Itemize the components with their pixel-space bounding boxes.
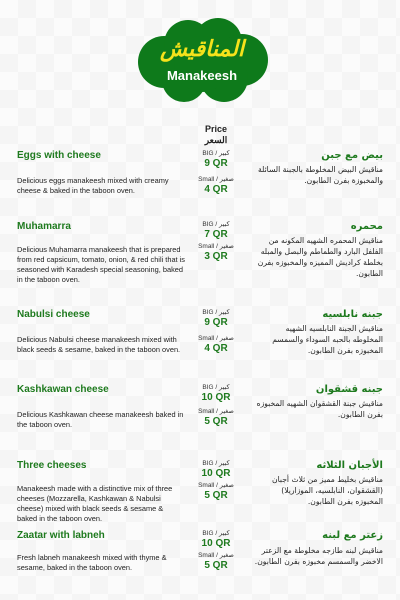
title-english: Manakeesh [166, 68, 238, 83]
price-box [193, 460, 239, 502]
small-size-label: Small / صغير [198, 552, 234, 559]
item-description-en: Delicious Muhamarra manakeesh that is prepared from red capsicum, tomato, onion, & red chili that is seasoned with Karadesh special seasoning, baked in the taboon oven. [17, 245, 186, 284]
item-description-ar: مناقيش البيض المخلوطة بالجبنة السائلة والمخبوزة بفرن الطابون. [257, 165, 383, 185]
small-size-label: Small / صغير [198, 482, 234, 489]
big-size-label: BIG / كبير [202, 309, 230, 316]
big-price: 10 QR [201, 468, 231, 479]
price-box [193, 150, 239, 196]
item-name-ar: محمره [350, 221, 383, 232]
item-description-ar: مناقيش لبنه طازجه مخلوطة مع الزعتر الاخضر والسمسم مخبوزه بفرن الطابون. [254, 546, 383, 566]
small-price: 5 QR [204, 560, 228, 571]
item-description-en: Delicious Nabulsi cheese manakeesh mixed with black seeds & sesame, baked in the taboon oven. [17, 335, 181, 354]
big-size-label: BIG / كبير [202, 460, 230, 467]
item-name-en: Nabulsi cheese [17, 309, 90, 320]
price-box [193, 530, 239, 572]
item-name-ar: جبنه نابلسيه [322, 309, 383, 320]
price-column-heading [186, 124, 246, 146]
small-price: 5 QR [204, 490, 228, 501]
small-price: 3 QR [204, 251, 228, 262]
big-size-label: BIG / كبير [202, 221, 230, 228]
big-price: 10 QR [201, 392, 231, 403]
title-cloud [134, 18, 270, 104]
small-size-label: Small / صغير [198, 408, 234, 415]
price-label-ar: السعر [204, 135, 228, 145]
item-name-en: Eggs with cheese [17, 150, 101, 161]
small-price: 4 QR [204, 184, 228, 195]
big-price: 10 QR [201, 538, 231, 549]
item-name-en: Three cheeses [17, 460, 87, 471]
big-size-label: BIG / كبير [202, 150, 230, 157]
big-price: 9 QR [204, 158, 228, 169]
price-box [193, 221, 239, 263]
big-price: 9 QR [204, 317, 228, 328]
small-price: 4 QR [204, 343, 228, 354]
price-box [193, 309, 239, 355]
big-price: 7 QR [204, 229, 228, 240]
item-description-ar: مناقيش المحمره الشهيه المكونه من الفلفل البارد والطماطم والبصل والمبله بخلطة كراديش المميزه والمخبوزه بفرن الطابون. [257, 236, 383, 278]
item-description-en: Fresh labneh manakeesh mixed with thyme & sesame, baked in the taboon oven. [17, 553, 167, 572]
price-label-en: Price [204, 124, 228, 134]
item-description-en: Delicious eggs manakeesh mixed with creamy cheese & baked in the taboon oven. [17, 176, 169, 195]
item-description-ar: مناقيش جبنة القشقوان الشهيه المخبوزه بفرن الطابون. [256, 399, 383, 419]
item-name-en: Kashkawan cheese [17, 384, 109, 395]
item-description-en: Delicious Kashkawan cheese manakeesh baked in the taboon oven. [17, 410, 184, 429]
price-box [193, 384, 239, 428]
small-price: 5 QR [204, 416, 228, 427]
small-size-label: Small / صغير [198, 335, 234, 342]
item-description-ar: مناقيش بخليط مميز من ثلاث أجبان (القشقوان، النابلسيه، الموزاريلا) المخبوزه بفرن الطابون. [272, 475, 383, 506]
item-name-ar: زعتر مع لبنه [322, 530, 383, 541]
item-name-ar: الأجبان الثلاثه [316, 460, 383, 471]
item-name-ar: جبنه قشقوان [315, 384, 383, 395]
big-size-label: BIG / كبير [202, 384, 230, 391]
item-description-ar: مناقيش الجبنة النابلسيه الشهيه المخلوطه بالحبه السوداء والسمسم المخبوزه بفرن الطابون. [272, 324, 383, 355]
item-name-en: Muhamarra [17, 221, 71, 232]
item-name-ar: بيض مع جبن [321, 150, 383, 161]
item-name-en: Zaatar with labneh [17, 530, 105, 541]
item-description-en: Manakeesh made with a distinctive mix of three cheeses (Mozzarella, Kashkawan & Nabulsi cheese) mixed with black seeds & sesame & baked in the taboon oven. [17, 484, 173, 523]
title-arabic: المناقيش [159, 36, 245, 62]
big-size-label: BIG / كبير [202, 530, 230, 537]
small-size-label: Small / صغير [198, 176, 234, 183]
small-size-label: Small / صغير [198, 243, 234, 250]
